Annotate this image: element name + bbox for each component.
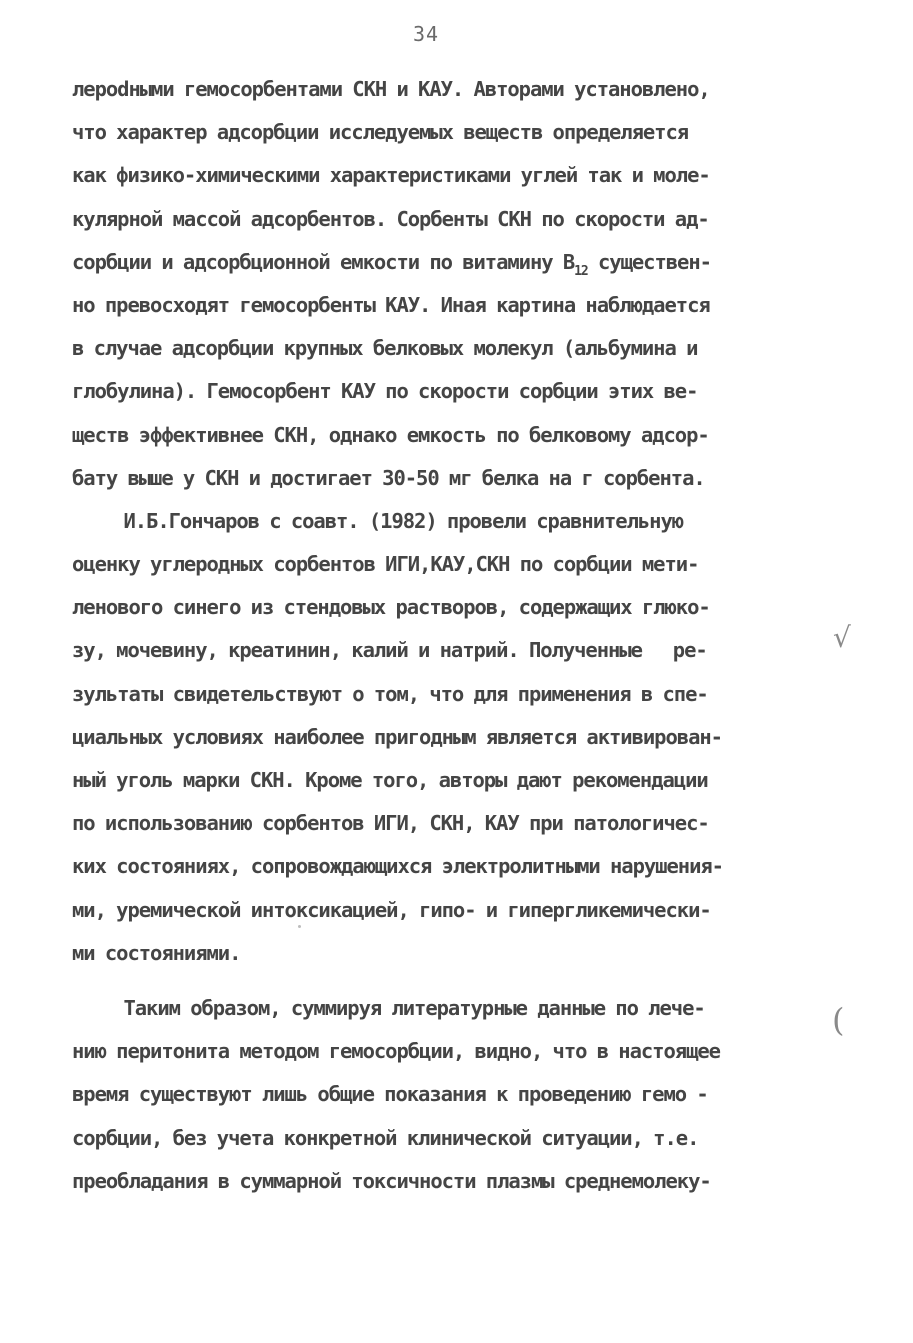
text-line: ми состояниями.: [72, 940, 241, 965]
text-line: ленового синего из стендовых растворов, содержащих глюко-: [72, 595, 710, 620]
text-line: глобулина). Гемосорбент КАУ по скорости сорбции этих ве-: [72, 379, 698, 404]
margin-check-mark: (: [832, 1001, 845, 1039]
text-line: время существуют лишь общие показания к проведению гемо -: [72, 1082, 708, 1107]
text-line: зультаты свидетельствуют о том, что для применения в спе-: [72, 681, 708, 706]
text-line: ществ эффективнее СКН, однако емкость по белковому адсор-: [72, 422, 709, 447]
text-line: ми, уремической интоксикацией, гипо- и гипергликемически-: [72, 897, 711, 922]
margin-check-mark: √: [833, 621, 851, 654]
text-segment: существен-: [587, 249, 711, 274]
text-line: нию перитонита методом гемосорбции, видно, что в настоящее: [72, 1039, 720, 1064]
text-line: в случае адсорбции крупных белковых молекул (альбумина и: [72, 336, 698, 361]
body-text: [72, 68, 832, 1203]
text-line: оценку углеродных сорбентов ИГИ,КАУ,СКН по сорбции мети-: [72, 552, 699, 577]
text-line: лерodными гемосорбентами СКН и КАУ. Авторами установлено,: [72, 77, 710, 101]
text-line-with-subscript: [72, 241, 832, 284]
text-line: сорбции, без учета конкретной клинической ситуации, т.е.: [72, 1125, 699, 1150]
text-line: как физико-химическими характеристиками углей так и моле-: [72, 163, 710, 188]
text-line: преобладания в суммарной токсичности плазмы среднемолеку-: [72, 1168, 711, 1193]
text-line: по использованию сорбентов ИГИ, СКН, КАУ при патологичес-: [72, 811, 709, 836]
text-line: бату выше у СКН и достигает 30-50 мг белка на г сорбента.: [72, 465, 705, 490]
subscript-12: 12: [574, 263, 588, 279]
text-line: кулярной массой адсорбентов. Сорбенты СКН по скорости ад-: [72, 206, 709, 231]
paragraph-start-line: И.Б.Гончаров с соавт. (1982) провели сравнительную: [72, 508, 684, 533]
paragraph-start-line: Таким образом, суммируя литературные данные по лече-: [72, 995, 705, 1020]
scan-speck: [298, 925, 301, 928]
text-line: ких состояниях, сопровождающихся электролитными нарушения-: [72, 854, 723, 879]
paragraph-gap: [72, 975, 832, 987]
page-number: 34: [413, 22, 440, 46]
text-line: что характер адсорбции исследуемых веществ определяется: [72, 120, 689, 145]
text-line: циальных условиях наиболее пригодным является активирован-: [72, 724, 722, 749]
text-segment: сорбции и адсорбционной емкости по витамину В: [72, 249, 575, 274]
text-line: ный уголь марки СКН. Кроме того, авторы дают рекомендации: [72, 768, 708, 792]
text-line: но превосходят гемосорбенты КАУ. Иная картина наблюдается: [72, 292, 710, 317]
text-line: зу, мочевину, креатинин, калий и натрий. Полученные ре-: [72, 638, 707, 663]
